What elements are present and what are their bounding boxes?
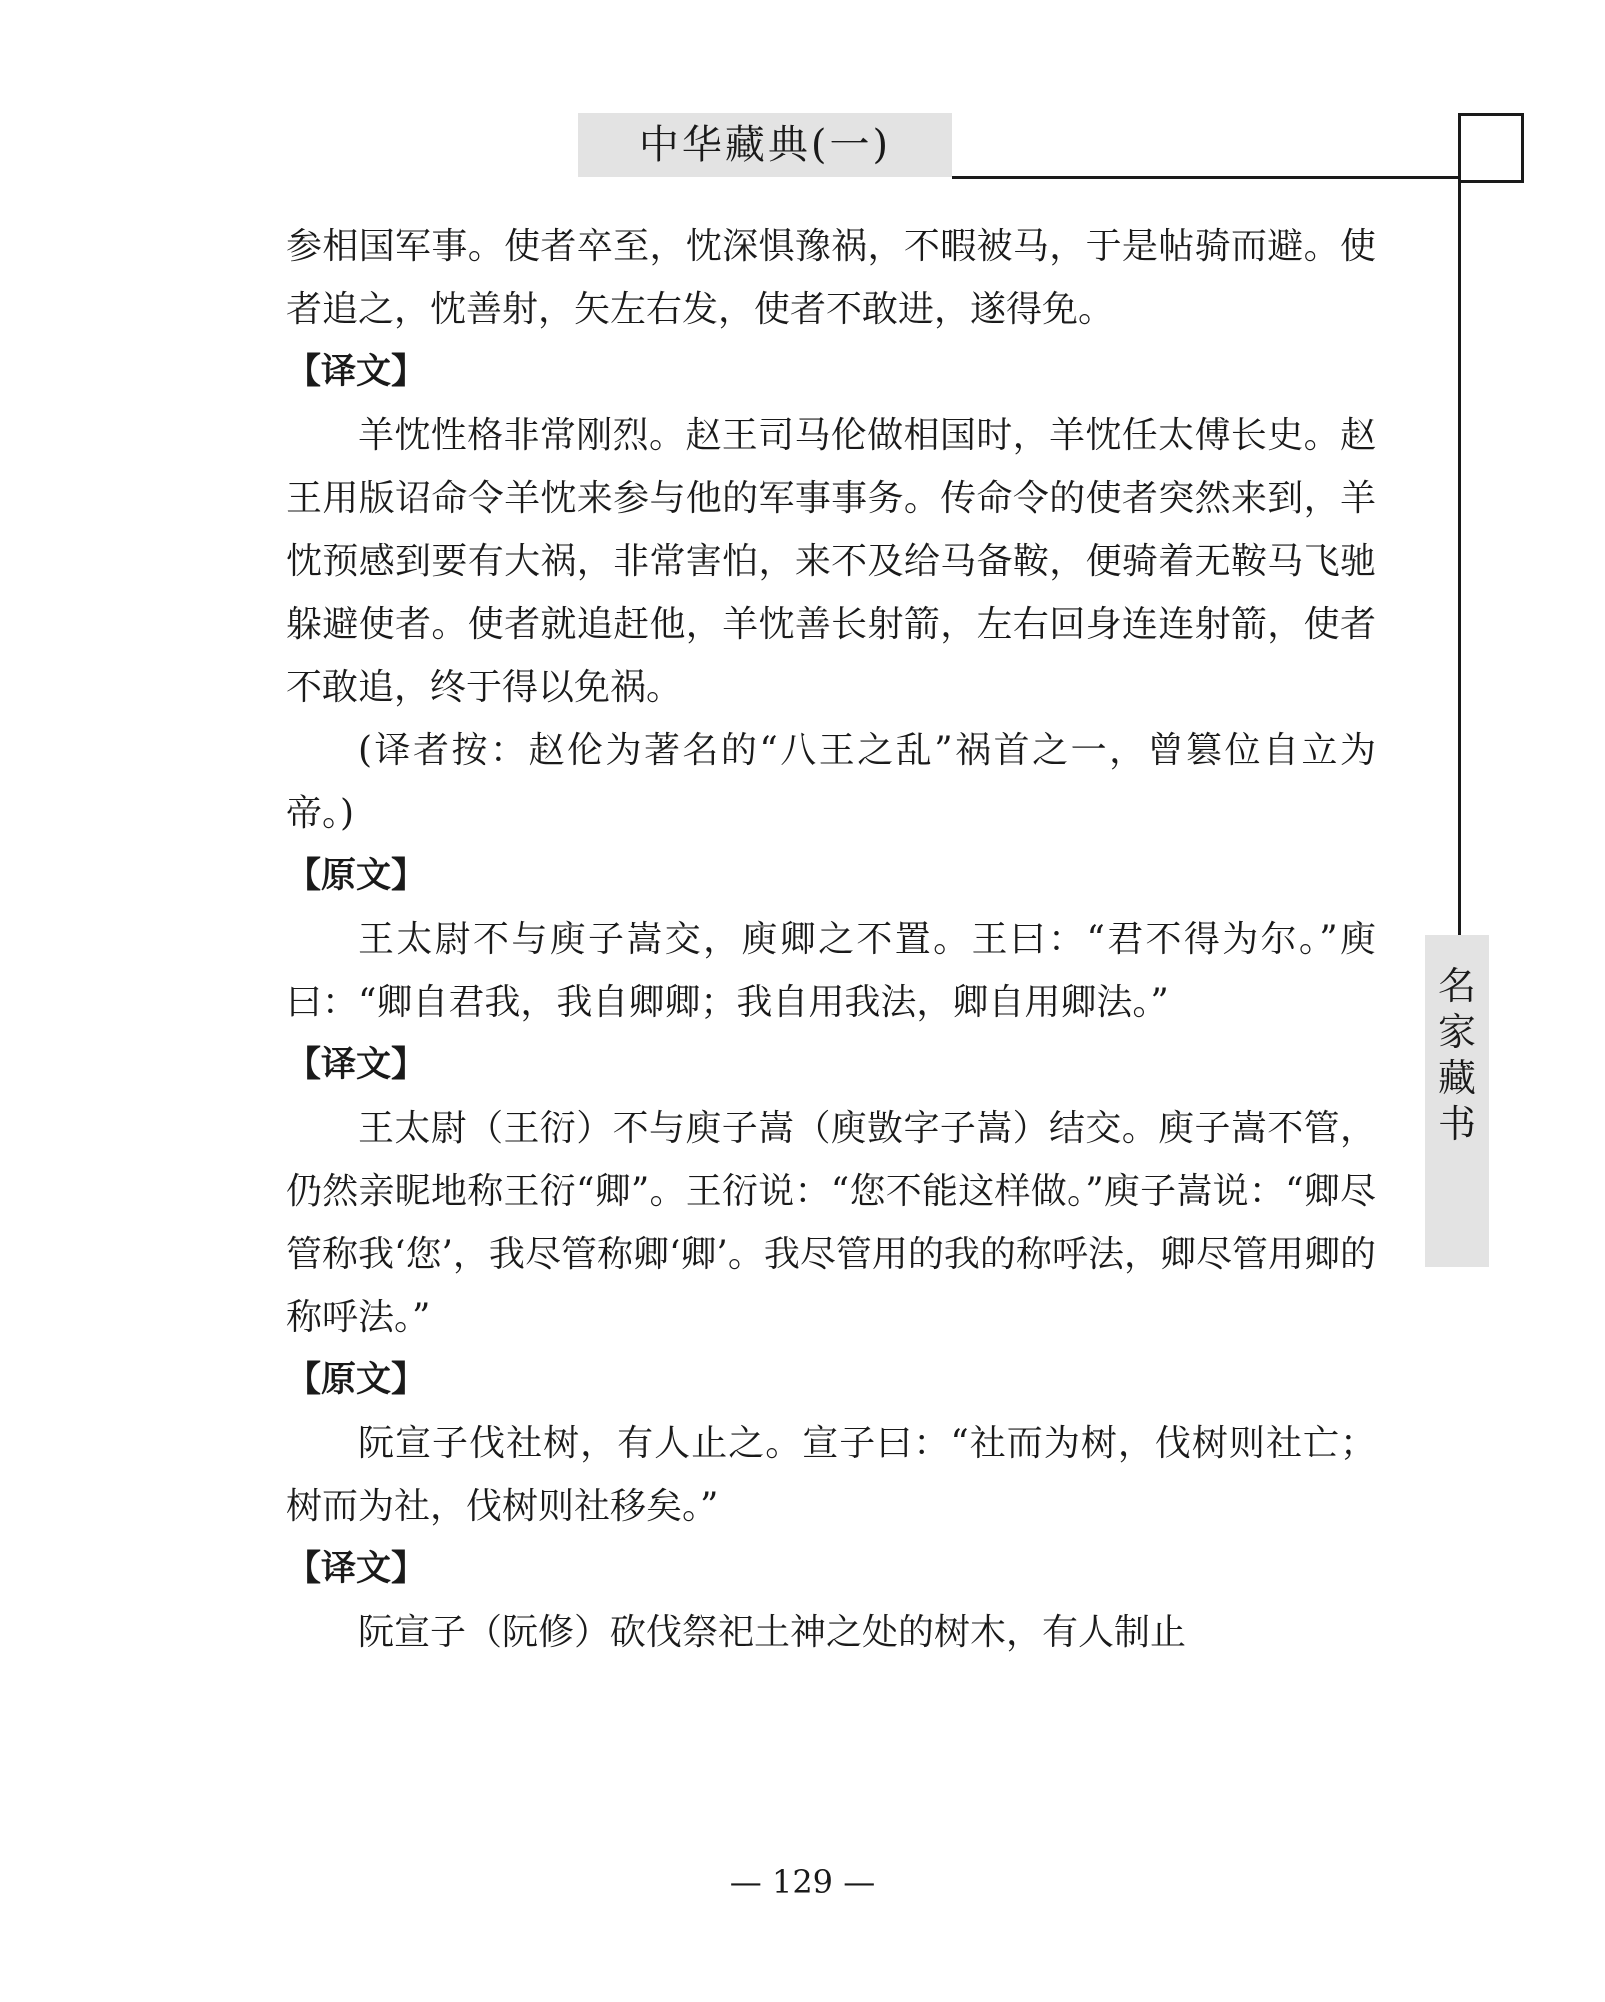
page-number: — 129 — [729,1863,876,1901]
side-tab [1425,935,1489,1267]
paragraph: 阮宣子伐社树，有人止之。宣子曰：“社而为树，伐树则社亡；树而为社，伐树则社移矣。” [286,1423,1376,1527]
header-rule [952,176,1462,179]
translator-note: (译者按：赵伦为著名的“八王之乱”祸首之一，曾篡位自立为帝。) [286,730,1376,834]
section-heading: 【译文】 [286,1045,427,1085]
body-text [286,215,1376,1664]
section-heading: 【原文】 [286,1360,427,1400]
paragraph: 王太尉（王衍）不与庾子嵩（庾敳字子嵩）结交。庾子嵩不管，仍然亲昵地称王衍“卿”。王衍说：“您不能这样做。”庾子嵩说：“卿尽管称我‘您’，我尽管称卿‘卿’。我尽管用的我的称呼法，卿尽管用卿的称呼法。” [286,1108,1376,1338]
side-tab-char: 书 [1437,1102,1476,1146]
corner-box [1458,113,1524,183]
side-tab-char: 名 [1437,964,1476,1008]
paragraph: 参相国军事。使者卒至，忱深惧豫祸，不暇被马，于是帖骑而避。使者追之，忱善射，矢左右发，使者不敢进，遂得免。 [286,226,1376,330]
side-tab-label [1425,963,1489,1147]
side-tab-char: 藏 [1437,1056,1476,1100]
section-heading: 【原文】 [286,856,427,896]
paragraph: 羊忱性格非常刚烈。赵王司马伦做相国时，羊忱任太傅长史。赵王用版诏命令羊忱来参与他的军事事务。传命令的使者突然来到，羊忱预感到要有大祸，非常害怕，来不及给马备鞍，便骑着无鞍马飞驰躲避使者。使者就追赶他，羊忱善长射箭，左右回身连连射箭，使者不敢追，终于得以免祸。 [286,415,1376,708]
side-tab-char: 家 [1437,1010,1476,1054]
paragraph: 阮宣子（阮修）砍伐祭祀土神之处的树木，有人制止 [358,1612,1187,1653]
section-heading: 【译文】 [286,352,427,392]
section-heading: 【译文】 [286,1549,427,1589]
book-title: 中华藏典(一) [578,113,952,177]
side-rule [1458,113,1461,935]
paragraph: 王太尉不与庾子嵩交，庾卿之不置。王曰：“君不得为尔。”庾曰：“卿自君我，我自卿卿；我自用我法，卿自用卿法。” [286,919,1376,1023]
